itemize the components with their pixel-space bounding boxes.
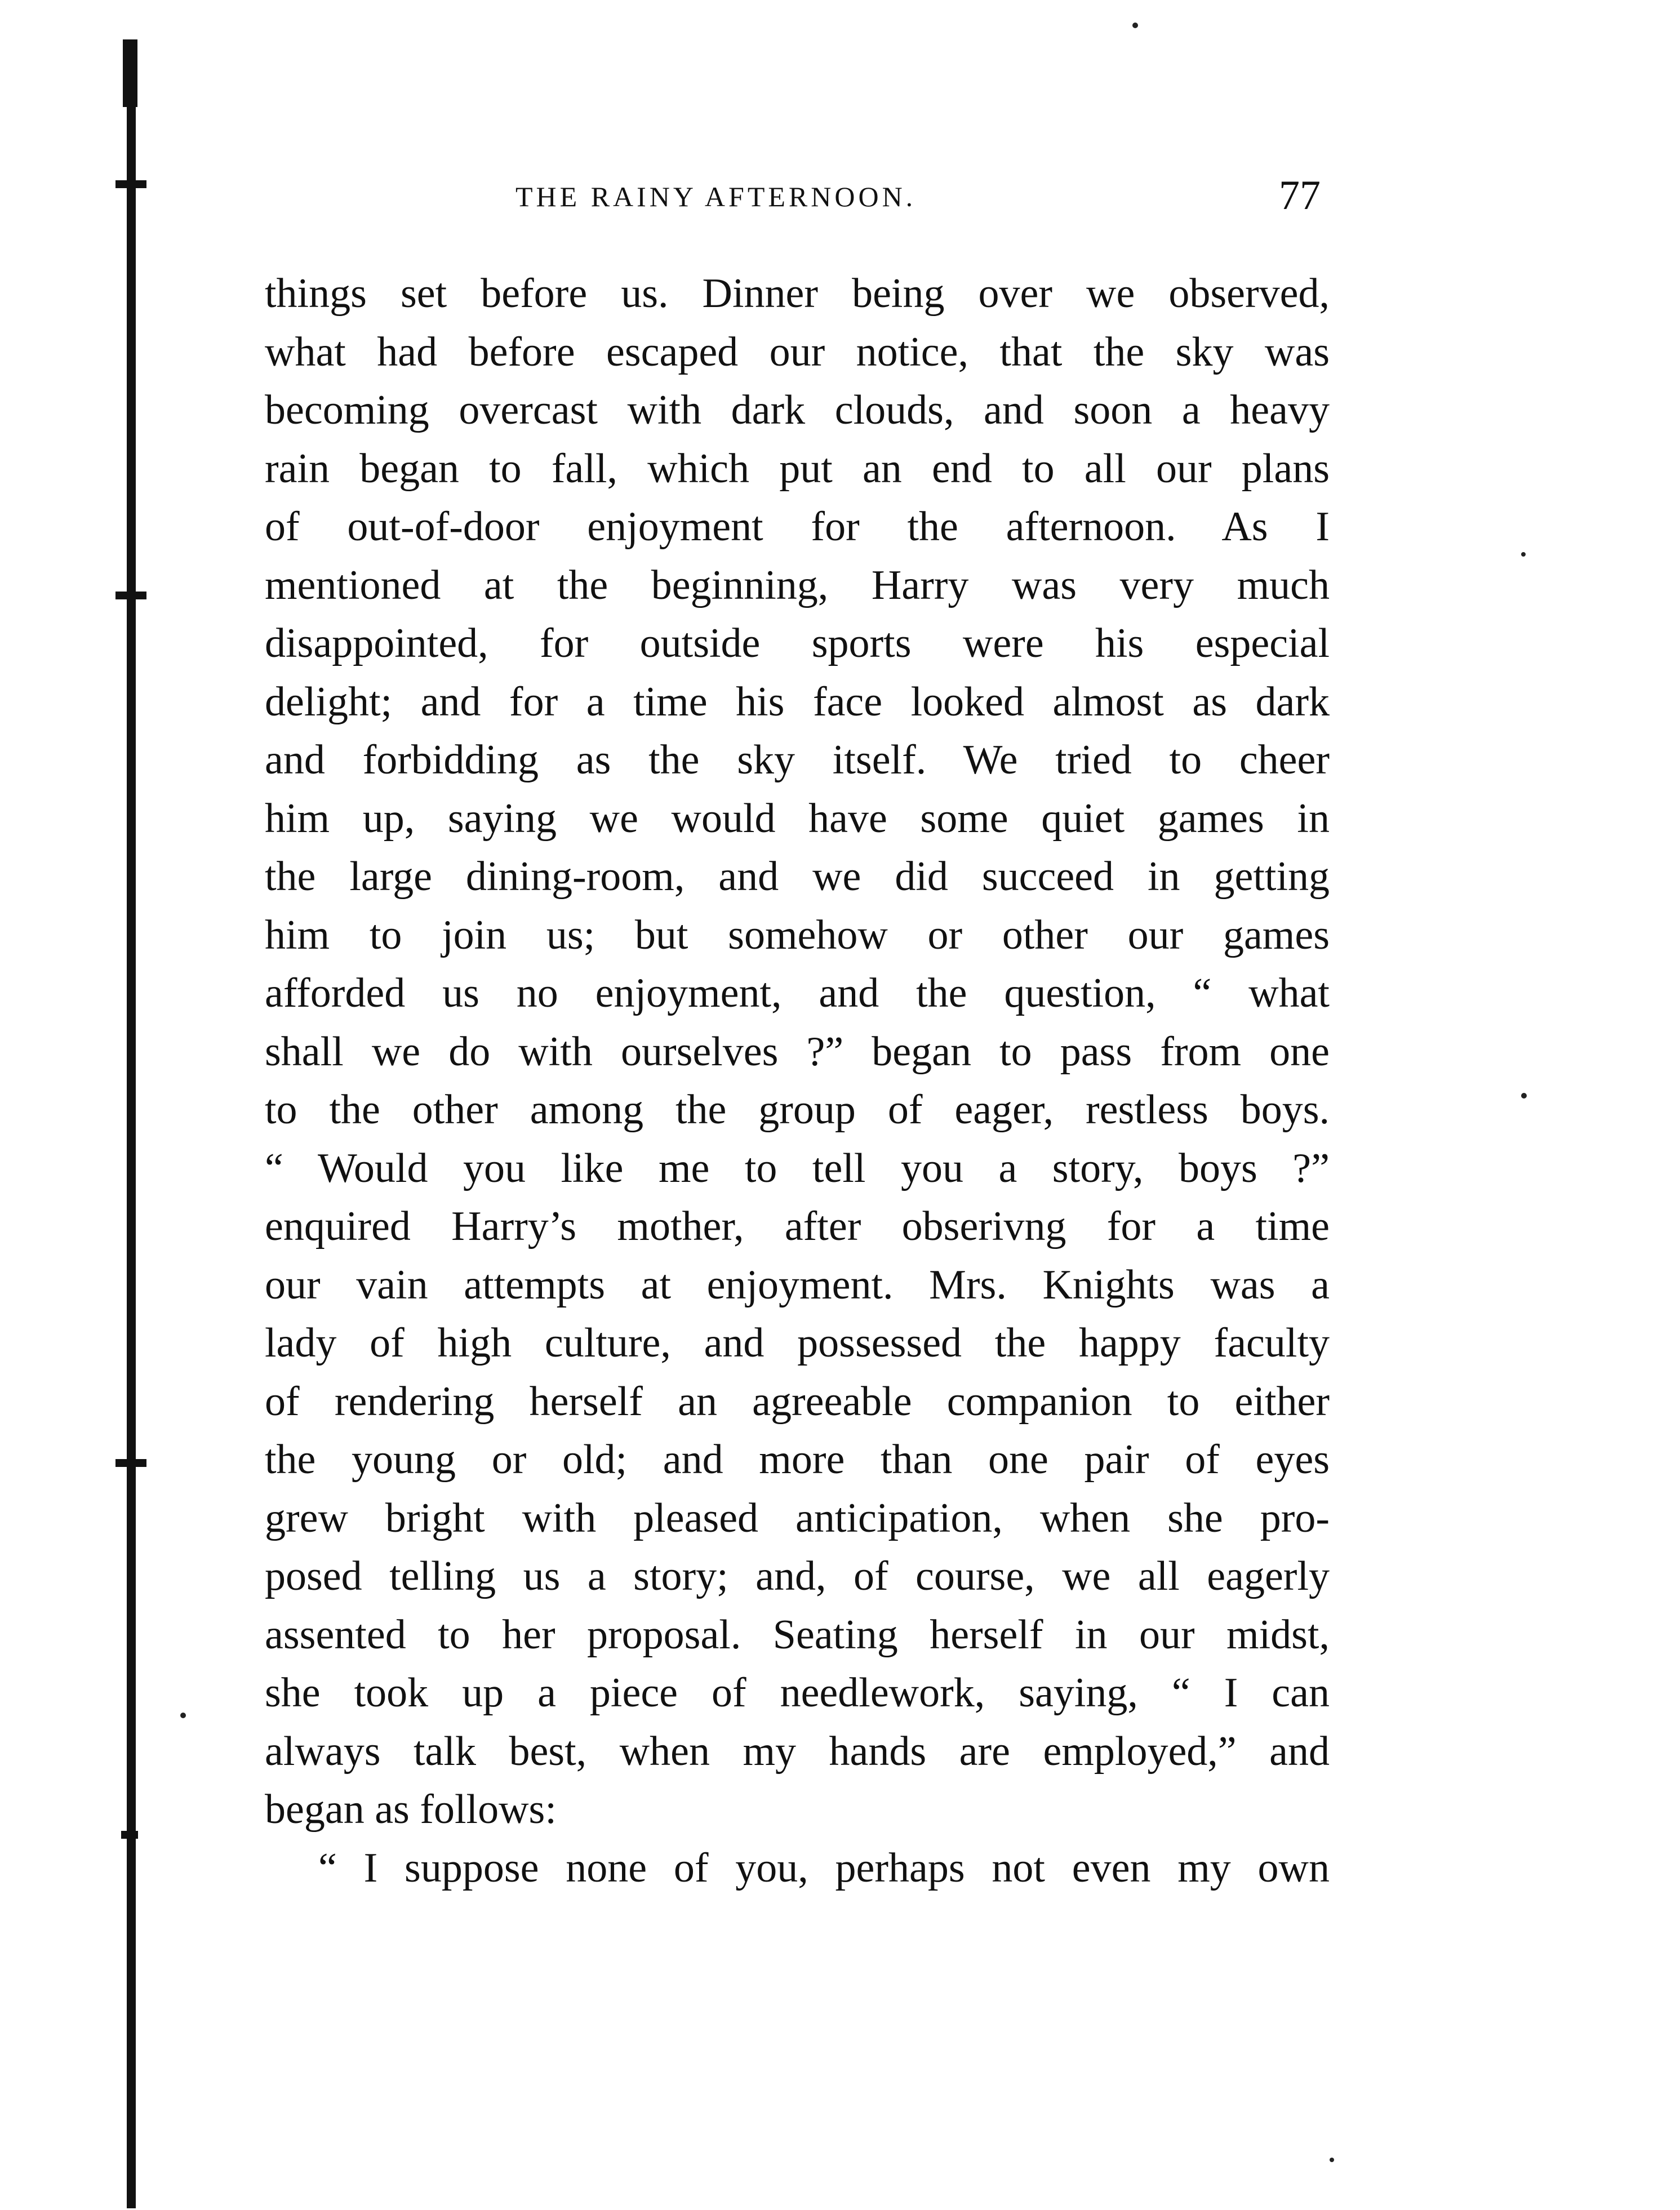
text-line: delight; and for a time his face looked almost as dark [265,678,1330,725]
text-line: what had before escaped our notice, that the sky was [265,328,1330,375]
scan-speck [1330,2158,1334,2162]
text-line: of rendering herself an agreeable companion to either [265,1378,1330,1425]
text-line: mentioned at the beginning, Harry was very much [265,562,1330,608]
running-head: THE RAINY AFTERNOON. [515,181,917,212]
text-line: grew bright with pleased anticipation, when she pro- [265,1495,1330,1541]
text-line: him up, saying we would have some quiet games in [265,795,1330,842]
text-line: she took up a piece of needlework, saying, “ I can [265,1670,1330,1716]
text-line: “ Would you like me to tell you a story, boys ?” [265,1145,1330,1191]
text-line: and forbidding as the sky itself. We tried to cheer [265,737,1330,783]
text-line: always talk best, when my hands are employed,” and [265,1728,1330,1775]
text-line: shall we do with ourselves ?” began to pass from one [265,1028,1330,1075]
scan-speck [1521,552,1526,557]
text-line: him to join us; but somehow or other our games [265,911,1330,958]
text-line: assented to her proposal. Seating herself in our midst, [265,1611,1330,1658]
binding-mark [121,1831,138,1839]
text-line: becoming overcast with dark clouds, and soon a heavy [265,387,1330,433]
text-line: lady of high culture, and possessed the happy faculty [265,1320,1330,1366]
text-line: rain began to fall, which put an end to all our plans [265,445,1330,492]
binding-mark [115,180,146,188]
binding-mark [115,1459,146,1467]
scan-speck [180,1713,186,1718]
binding-rule [127,39,136,2208]
text-line: posed telling us a story; and, of course, we all eagerly [265,1553,1330,1599]
text-line: our vain attempts at enjoyment. Mrs. Knights was a [265,1261,1330,1308]
text-line: the large dining-room, and we did succeed in getting [265,853,1330,900]
scan-speck [1132,23,1138,28]
text-line: things set before us. Dinner being over we observed, [265,270,1330,317]
text-line: began as follows: [265,1786,557,1833]
binding-mark [115,592,146,599]
text-line: the young or old; and more than one pair of eyes [265,1437,1330,1483]
text-line: enquired Harry’s mother, after obserivng for a time [265,1203,1330,1249]
text-line: disappointed, for outside sports were his especial [265,620,1330,666]
text-line: afforded us no enjoyment, and the question, “ what [265,970,1330,1016]
text-line: “ I suppose none of you, perhaps not even my own [318,1844,1330,1891]
page-number: 77 [1279,172,1321,219]
text-line: of out-of-door enjoyment for the afternoon. As I [265,504,1330,550]
text-line: to the other among the group of eager, restless boys. [265,1087,1330,1133]
scan-speck [1521,1093,1527,1099]
body-text [265,265,1330,1897]
binding-rule-top [123,39,137,107]
